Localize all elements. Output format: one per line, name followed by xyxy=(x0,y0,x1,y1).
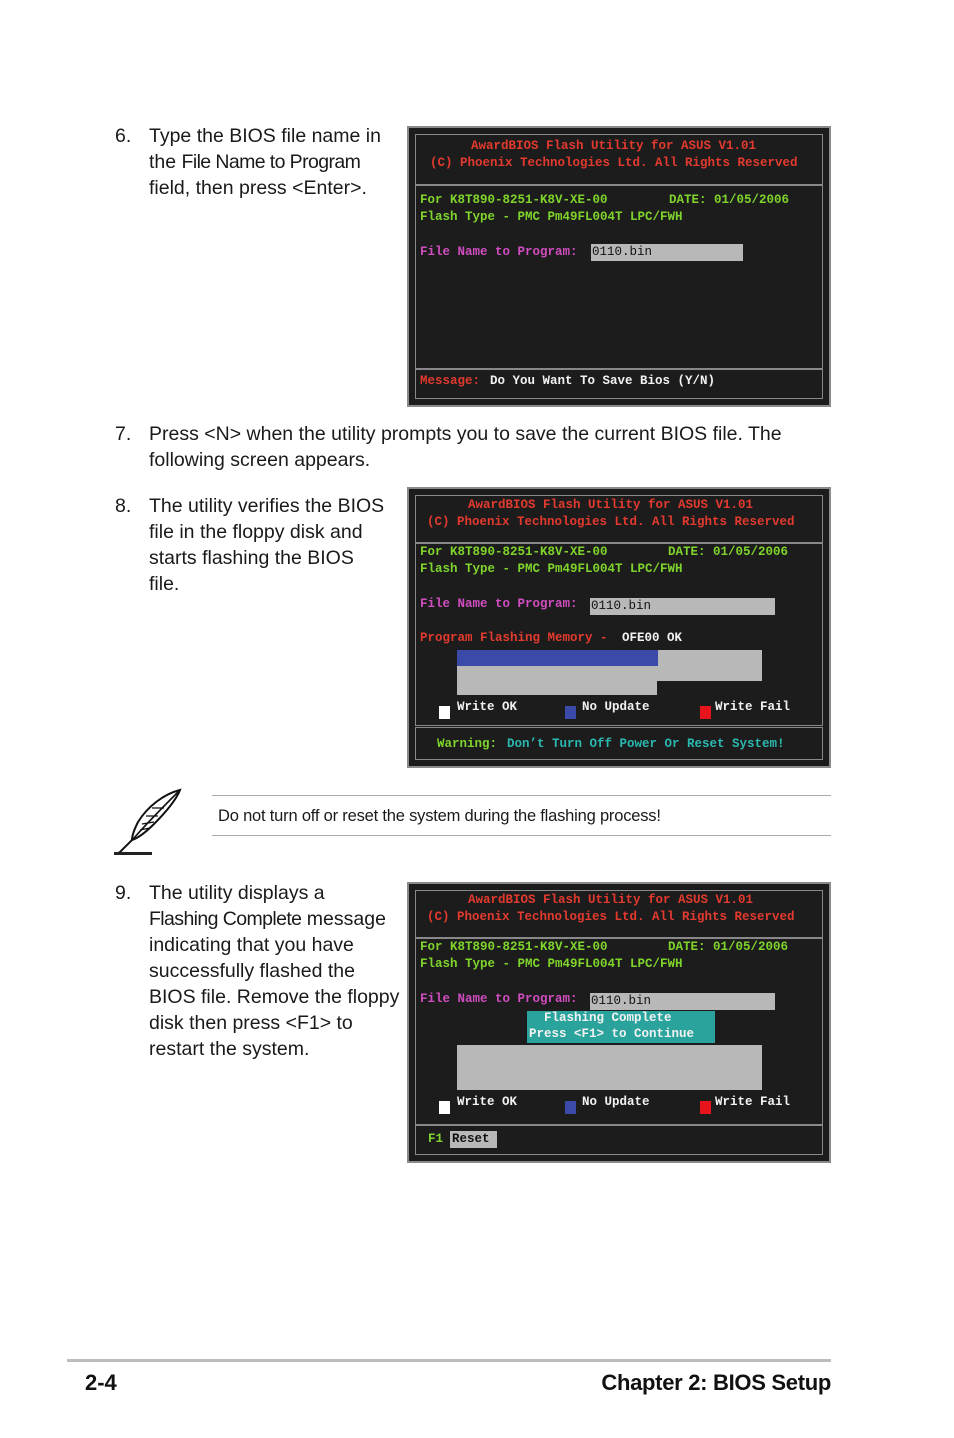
field-name-emphasis: File Name to Program xyxy=(181,151,361,173)
write-ok-swatch xyxy=(439,1101,450,1114)
bios-model: For K8T890-8251-K8V-XE-00 xyxy=(420,193,608,207)
reset-action[interactable]: Reset xyxy=(450,1131,497,1148)
progress-value: OFE00 OK xyxy=(622,631,683,645)
bios-copyright: (C) Phoenix Technologies Ltd. All Rights Reserved xyxy=(427,515,795,529)
bios-screen-complete xyxy=(407,882,831,1163)
popup-title: Flashing Complete xyxy=(544,1011,672,1025)
bios-title: AwardBIOS Flash Utility for ASUS V1.01 xyxy=(468,893,754,907)
step-text: field, then press <Enter>. xyxy=(149,177,367,199)
bios-title: AwardBIOS Flash Utility for ASUS V1.01 xyxy=(471,139,757,153)
bios-copyright: (C) Phoenix Technologies Ltd. All Rights Reserved xyxy=(427,910,795,924)
step-text: The utility displays a xyxy=(149,882,325,904)
step-text: The utility verifies the BIOS xyxy=(149,495,385,517)
legend-no-update: No Update xyxy=(582,1095,650,1109)
flashing-complete-popup xyxy=(527,1011,715,1043)
step-text: restart the system. xyxy=(149,1038,310,1060)
file-name-input: 0110.bin xyxy=(590,993,775,1010)
bios-flash-type: Flash Type - PMC Pm49FL004T LPC/FWH xyxy=(420,562,683,576)
step-number: 8. xyxy=(115,495,132,517)
warning-text: Don’t Turn Off Power Or Reset System! xyxy=(507,737,785,751)
no-update-swatch xyxy=(565,706,576,719)
file-name-input[interactable]: 0110.bin xyxy=(591,244,743,261)
step-number: 6. xyxy=(115,125,132,147)
legend-write-ok: Write OK xyxy=(457,700,518,714)
step-text: the xyxy=(149,151,182,173)
bios-date: DATE: 01/05/2006 xyxy=(668,940,789,954)
message-name-emphasis: Flashing Complete xyxy=(149,908,302,930)
bios-model: For K8T890-8251-K8V-XE-00 xyxy=(420,940,608,954)
legend-write-ok: Write OK xyxy=(457,1095,518,1109)
progress-label: Program Flashing Memory - xyxy=(420,631,608,645)
bios-copyright: (C) Phoenix Technologies Ltd. All Rights Reserved xyxy=(430,156,798,170)
progress-fill xyxy=(457,650,658,666)
bios-date: DATE: 01/05/2006 xyxy=(668,545,789,559)
bios-screen-save-prompt xyxy=(407,126,831,407)
chapter-title: Chapter 2: BIOS Setup xyxy=(601,1370,831,1395)
legend-write-fail: Write Fail xyxy=(715,700,791,714)
flash-progress-map xyxy=(457,1045,762,1090)
note-text: Do not turn off or reset the system during the flashing process! xyxy=(218,807,661,825)
step-6 xyxy=(115,123,405,203)
step-8 xyxy=(115,493,405,603)
step-text: Press <N> when the utility prompts you to save the current BIOS file. The xyxy=(149,423,782,445)
step-text: disk then press <F1> to xyxy=(149,1012,353,1034)
message-text: Do You Want To Save Bios (Y/N) xyxy=(490,374,716,388)
file-name-label: File Name to Program: xyxy=(420,245,578,259)
bios-flash-type: Flash Type - PMC Pm49FL004T LPC/FWH xyxy=(420,210,683,224)
step-text: file in the floppy disk and xyxy=(149,521,363,543)
message-label: Message: xyxy=(420,374,481,388)
file-name-input: 0110.bin xyxy=(590,598,775,615)
flash-progress-map xyxy=(457,650,762,695)
file-name-label: File Name to Program: xyxy=(420,992,578,1006)
feather-pen-icon xyxy=(112,786,184,858)
popup-continue-prompt: Press <F1> to Continue xyxy=(529,1027,695,1041)
bios-date: DATE: 01/05/2006 xyxy=(669,193,790,207)
warning-label: Warning: xyxy=(437,737,498,751)
bios-flash-type: Flash Type - PMC Pm49FL004T LPC/FWH xyxy=(420,957,683,971)
bios-model: For K8T890-8251-K8V-XE-00 xyxy=(420,545,608,559)
bios-title: AwardBIOS Flash Utility for ASUS V1.01 xyxy=(468,498,754,512)
step-text: indicating that you have xyxy=(149,934,354,956)
legend-no-update: No Update xyxy=(582,700,650,714)
write-fail-swatch xyxy=(700,706,711,719)
legend-write-fail: Write Fail xyxy=(715,1095,791,1109)
step-text: successfully flashed the xyxy=(149,960,355,982)
bios-screen-flashing xyxy=(407,487,831,768)
step-number: 9. xyxy=(115,882,132,904)
step-7 xyxy=(115,421,835,475)
step-text: starts flashing the BIOS xyxy=(149,547,354,569)
step-text: Type the BIOS file name in xyxy=(149,125,381,147)
step-9 xyxy=(115,880,407,1066)
write-ok-swatch xyxy=(439,706,450,719)
note-top-rule xyxy=(212,795,831,796)
step-text: file. xyxy=(149,573,180,595)
note-bottom-rule xyxy=(212,835,831,836)
page-number: 2-4 xyxy=(85,1370,117,1395)
step-text: BIOS file. Remove the floppy xyxy=(149,986,400,1008)
f1-key-label: F1 xyxy=(428,1132,444,1146)
footer-rule xyxy=(67,1359,831,1362)
write-fail-swatch xyxy=(700,1101,711,1114)
file-name-label: File Name to Program: xyxy=(420,597,578,611)
step-number: 7. xyxy=(115,423,132,445)
no-update-swatch xyxy=(565,1101,576,1114)
step-text: message xyxy=(301,908,386,930)
progress-unused-area xyxy=(657,681,762,695)
step-text: following screen appears. xyxy=(149,449,371,471)
